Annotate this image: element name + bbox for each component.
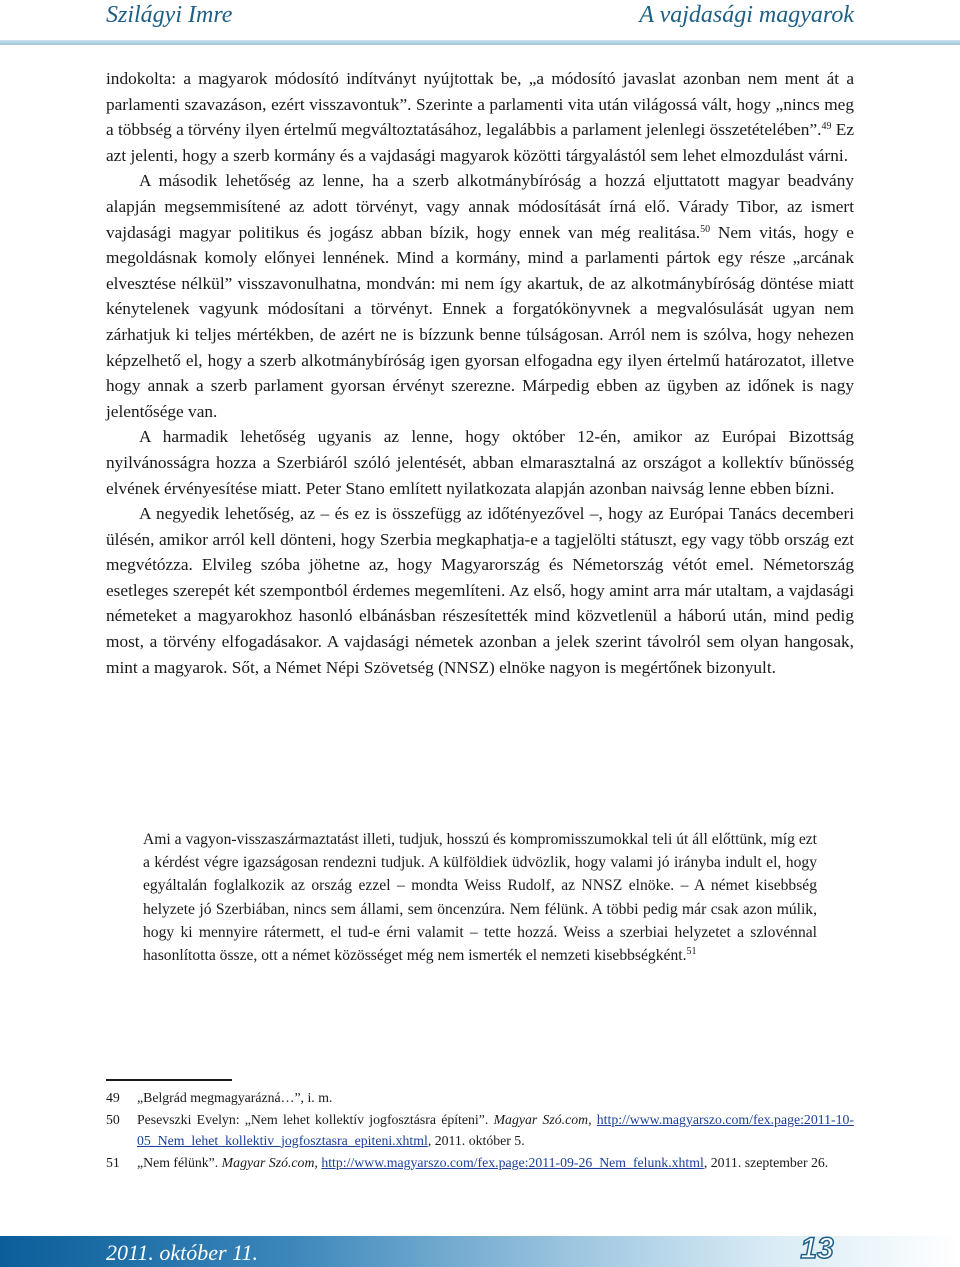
paragraph-text: indokolta: a magyarok módosító indítványt nyújtottak be, „a módosító javaslat azonban nem ment át a parlamenti szavazáson, ezért visszavontuk”. Szerinte a parlamenti vita után világossá vált, hogy „nincs meg a többség a törvény ilyen értelmű megváltoztatásához, legalábbis a parlament jelenlegi összetételében”. (106, 69, 854, 140)
footnote-51 (106, 1152, 854, 1174)
paragraph-2 (106, 168, 854, 424)
header-title: A vajdasági magyarok (639, 2, 854, 28)
footnote-ref-50[interactable]: 50 (700, 223, 711, 235)
paragraph-1 (106, 66, 854, 168)
header-rule (0, 40, 960, 45)
footer-date: 2011. október 11. (106, 1240, 258, 1265)
paragraph-text: A második lehetőség az lenne, ha a szerb alkotmánybíróság a hozzá eljuttatott magyar beadvány alapján megsemmisítené az adott törvényt, vagy annak módosítását írná elő. Várady Tibor, az ismert vajdasági magyar politikus és jogász abban bízik, hogy ennek van még realitása. (106, 171, 854, 242)
paragraph-text: Nem vitás, hogy e megoldásnak komoly előnyei lennének. Mind a kormány, mind a parlamenti pártok egy része „arcának elvesztése nélkül” visszavonulhatna, mondván: mi nem így akartuk, de az alkotmánybíróság döntése miatt kénytelenek vagyunk módosítani a törvényt. Ennek a forgatókönyvnek a megvalósulását ugyan nem zárhatjuk ki teljes mértékben, de azért ne is bízzunk benne túlságosan. Arról nem is szólva, hogy nehezen képzelhető el, hogy a szerb alkotmánybíróság igen gyorsan elfogadna egy ilyen értelmű határozatot, illetve hogy annak a szerb parlament gyorsan érvényt szerezne. Márpedig ebben az ügyben az időnek is nagy jelentősége van. (106, 222, 854, 421)
running-header (0, 0, 960, 40)
footnote-link[interactable]: http://www.magyarszo.com/fex.page:2011-09-26_Nem_felunk.xhtml (321, 1154, 704, 1170)
footnote-source: Magyar Szó.com, (493, 1111, 592, 1127)
footnote-49 (106, 1087, 854, 1109)
paragraph-text: Ez azt jelenti, hogy a szerb kormány és a vajdasági magyarok közötti tárgyalástól sem lehet elmozdulást várni. (106, 120, 854, 165)
paragraph-4 (106, 501, 854, 680)
paragraph-text: A harmadik lehetőség ugyanis az lenne, hogy október 12-én, amikor az Európai Bizottság nyilvánosságra hozza a Szerbiáról szóló jelentését, abban elmarasztalná az országot a kollektív bűnösség elvének érvényesítése miatt. Peter Stano említett nyilatkozata alapján azonban naivság lenne ebben bízni. (106, 427, 854, 498)
footnote-date: , 2011. szeptember 26. (703, 1154, 829, 1170)
footnote-text: „Nem félünk”. (137, 1154, 222, 1170)
footnote-text: Pesevszki Evelyn: „Nem lehet kollektív jogfosztásra építeni”. (137, 1111, 494, 1127)
body-text (106, 66, 854, 680)
footnote-number: 51 (106, 1154, 120, 1170)
footnote-number: 50 (106, 1111, 120, 1127)
footnote-number: 49 (106, 1090, 120, 1105)
page-number: 13 (800, 1232, 834, 1265)
footnote-50 (106, 1109, 854, 1152)
quote-text: Ami a vagyon-visszaszármaztatást illeti, tudjuk, hosszú és kompromisszumokkal teli út áll előttünk, míg ezt a kérdést végre igazságosan rendezni tudjuk. A külföldiek üdvözlik, hogy valami jó irányba indult el, hogy egyáltalán foglalkozik az ország ezzel – mondta Weiss Rudolf, az NNSZ elnöke. – A német kisebbség helyzete jó Szerbiában, nincs sem állami, sem öncenzúra. Nem félünk. A többi pedig már csak azon múlik, hogy ki mennyire rátermett, el tud-e érni valamit – tette hozzá. Weiss a szerbiai helyzetet a szlovénnal hasonlította össze, ott a német közösséget még nem ismerték el nemzeti kisebbségként. (143, 831, 817, 965)
footnote-source: Magyar Szó.com, (221, 1154, 318, 1170)
footnotes (106, 1087, 854, 1173)
paragraph-3 (106, 424, 854, 501)
footnote-date: , 2011. október 5. (427, 1133, 525, 1148)
footnote-rule (106, 1079, 232, 1081)
paragraph-text: A negyedik lehetőség, az – és ez is összefügg az időtényezővel –, hogy az Európai Tanács decemberi ülésén, amikor arról kell dönteni, hogy Szerbia megkaphatja-e a tagjelölti státuszt, egy vagy több ország ezt megvétózza. Elvileg szóba jöhetne az, hogy Magyarország és Németország vétót emel. Németország esetleges szerepét két szempontból érdemes megemlíteni. Az első, hogy amint arra már utaltam, a vajdasági németeket a magyarokhoz hasonló elbánásban részesítették mind közvetlenül a háború után, mind pedig most, a törvény elfogadásakor. A vajdasági németek azonban a jelek szerint távolról sem olyan hangosak, mint a magyarok. Sőt, a Német Népi Szövetség (NNSZ) elnöke nagyon is megértőnek bizonyult. (106, 504, 854, 677)
footnote-text: „Belgrád megmagyarázná…”, i. m. (137, 1090, 333, 1105)
block-quote (143, 828, 817, 967)
header-author: Szilágyi Imre (106, 2, 233, 28)
footnote-ref-51[interactable]: 51 (686, 946, 697, 958)
footnote-link[interactable]: http://www.magyarszo.com/fex.page:2011-10-05_Nem_lehet_kollektiv_jogfosztasra_epiteni.xhtml (137, 1111, 854, 1148)
footnote-ref-49[interactable]: 49 (821, 121, 832, 133)
